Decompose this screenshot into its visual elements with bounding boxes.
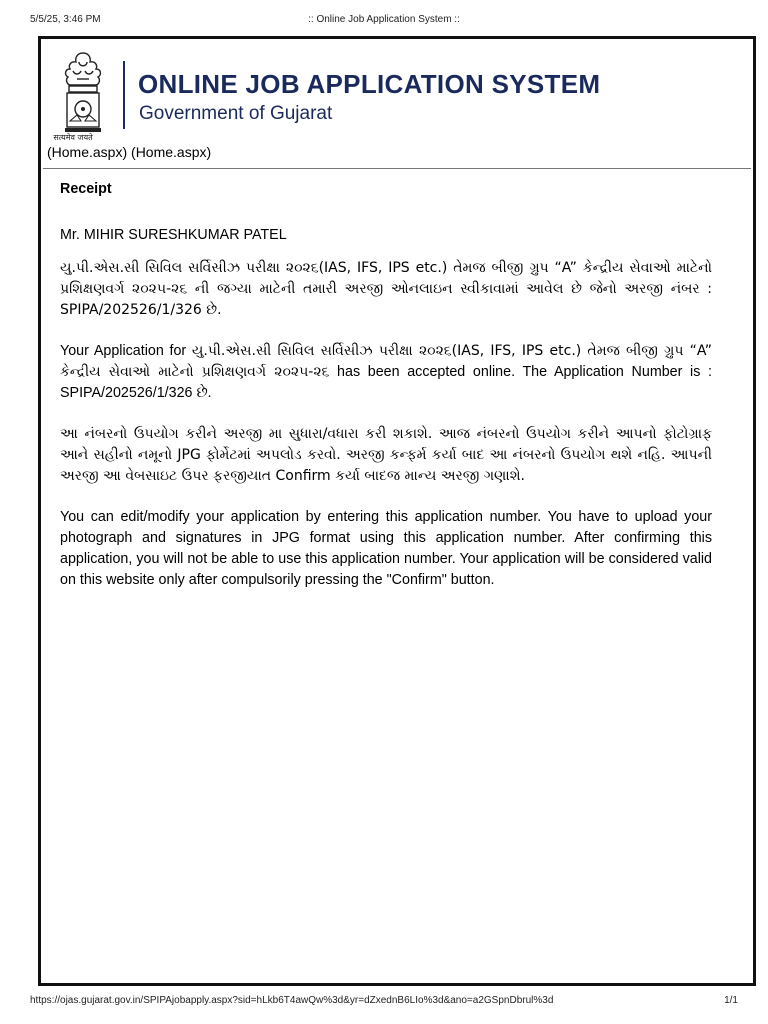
emblem-motto: सत्यमेव जयते (53, 133, 93, 142)
print-url: https://ojas.gujarat.gov.in/SPIPAjobapply.aspx?sid=hLkb6T4awQw%3d&yr=dZxednB6LIo%3d&ano=a2GSpnDbrul%3d (30, 995, 554, 1006)
print-page-number: 1/1 (724, 995, 738, 1006)
print-header (30, 14, 738, 28)
page-frame (38, 36, 756, 986)
site-banner (41, 39, 753, 149)
print-footer (30, 995, 738, 1009)
applicant-name: Mr. MIHIR SURESHKUMAR PATEL (60, 227, 287, 243)
national-emblem-icon (55, 49, 111, 141)
receipt-english-paragraph (60, 341, 712, 404)
print-page-title: :: Online Job Application System :: (308, 14, 460, 25)
site-title: ONLINE JOB APPLICATION SYSTEM (138, 69, 601, 99)
print-datetime: 5/5/25, 3:46 PM (30, 14, 101, 25)
receipt-english-prefix: Your Application for (60, 343, 192, 359)
home-link-1[interactable]: (Home.aspx) (47, 144, 128, 160)
site-subtitle: Government of Gujarat (139, 103, 333, 124)
receipt-english-exam-name: યુ.પી.એસ.સી સિવિલ સર્વિસીઝ પરીક્ષા ૨૦૨૬(IAS, IFS, IPS etc.) તેમજ બીજી ગ્રુપ “A” કેન્દ્રીય સેવાઓ માટેનો પ્રશિક્ષણવર્ગ ૨૦૨૫-૨૬ (60, 343, 712, 380)
receipt-content (60, 179, 712, 611)
receipt-title: Receipt (60, 181, 112, 197)
banner-divider (123, 61, 125, 129)
home-links (47, 144, 211, 160)
content-divider (43, 168, 751, 169)
home-link-2[interactable]: (Home.aspx) (131, 144, 212, 160)
receipt-gujarati-paragraph: યુ.પી.એસ.સી સિવિલ સર્વિસીઝ પરીક્ષા ૨૦૨૬(IAS, IFS, IPS etc.) તેમજ બીજી ગ્રુપ “A” કેન્દ્રીય સેવાઓ માટેનો પ્રશિક્ષણવર્ગ ૨૦૨૫-૨૬ ની જગ્યા માટેની તમારી અરજી ઓનલાઇન સ્વીકાવામાં આવેલ છે જેનો અરજી નંબર : SPIPA/202526/1/326 છે. (60, 260, 712, 318)
instructions-gujarati-paragraph: આ નંબરનો ઉપયોગ કરીને અરજી મા સુધારા/વધારા કરી શકાશે. આજ નંબરનો ઉપયોગ કરીને આપનો ફોટોગ્રાફ આને સહીનો નમૂનો JPG ફોર્મેટમાં અપલોડ કરવો. અરજી કન્ફર્મ કર્યા બાદ આ નંબરનો ઉપયોગ થશે નહિ. આપની અરજી આ વેબસાઇટ ઉપર ફરજીયાત Confirm કર્યા બાદજ માન્ય અરજી ગણાશે. (60, 426, 712, 484)
receipt-english-suffix: has been accepted online. The Application Number is : SPIPA/202526/1/326 છે. (60, 364, 712, 401)
instructions-english-paragraph: You can edit/modify your application by entering this application number. You have to upload your photograph and signatures in JPG format using this application number. After confirming this application, you will not be able to use this application number. Your application will be considered valid on this website only after compulsorily pressing the "Confirm" button. (60, 509, 712, 588)
